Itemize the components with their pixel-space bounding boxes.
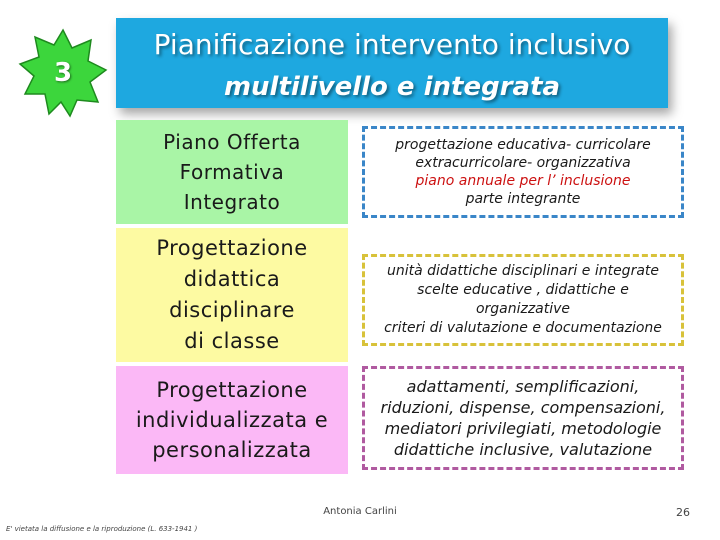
title-line-2: multilivello e integrata bbox=[223, 72, 561, 102]
right-line: parte integrante bbox=[465, 191, 581, 207]
right-line: criteri di valutazione e documentazione bbox=[384, 320, 662, 336]
footer-copyright: E' vietata la diffusione e la riproduzione (L. 633-1941 ) bbox=[6, 525, 198, 533]
badge-number: 3 bbox=[53, 58, 73, 88]
right-line: adattamenti, semplificazioni, bbox=[406, 377, 640, 396]
right-line: organizzative bbox=[475, 301, 571, 317]
right-box-individual-planning bbox=[362, 366, 684, 470]
number-badge bbox=[18, 28, 108, 118]
left-box-label: Progettazione didattica disciplinare di classe bbox=[156, 236, 308, 353]
right-line: didattiche inclusive, valutazione bbox=[393, 440, 653, 459]
left-box-label: Piano Offerta Formativa Integrato bbox=[163, 130, 301, 214]
left-box-individual-planning bbox=[116, 366, 348, 474]
left-box-label: Progettazione individualizzata e personalizzata bbox=[135, 378, 329, 462]
right-line: unità didattiche disciplinari e integrate bbox=[386, 263, 660, 279]
title-line-1: Pianificazione intervento inclusivo bbox=[153, 28, 631, 61]
right-line: scelte educative , didattiche e bbox=[417, 282, 629, 298]
right-box-pof bbox=[362, 126, 684, 218]
right-line: extracurricolare- organizzativa bbox=[415, 155, 631, 171]
footer-author: Antonia Carlini bbox=[323, 506, 397, 517]
right-box-class-planning bbox=[362, 254, 684, 346]
right-line-highlight: piano annuale per l’ inclusione bbox=[415, 173, 631, 189]
right-line: riduzioni, dispense, compensazioni, bbox=[380, 398, 666, 417]
footer-page-number: 26 bbox=[676, 506, 690, 519]
left-box-class-planning bbox=[116, 228, 348, 362]
right-line: progettazione educativa- curricolare bbox=[395, 137, 651, 153]
left-box-pof bbox=[116, 120, 348, 224]
right-line: mediatori privilegiati, metodologie bbox=[384, 419, 662, 438]
title-banner bbox=[116, 18, 668, 108]
